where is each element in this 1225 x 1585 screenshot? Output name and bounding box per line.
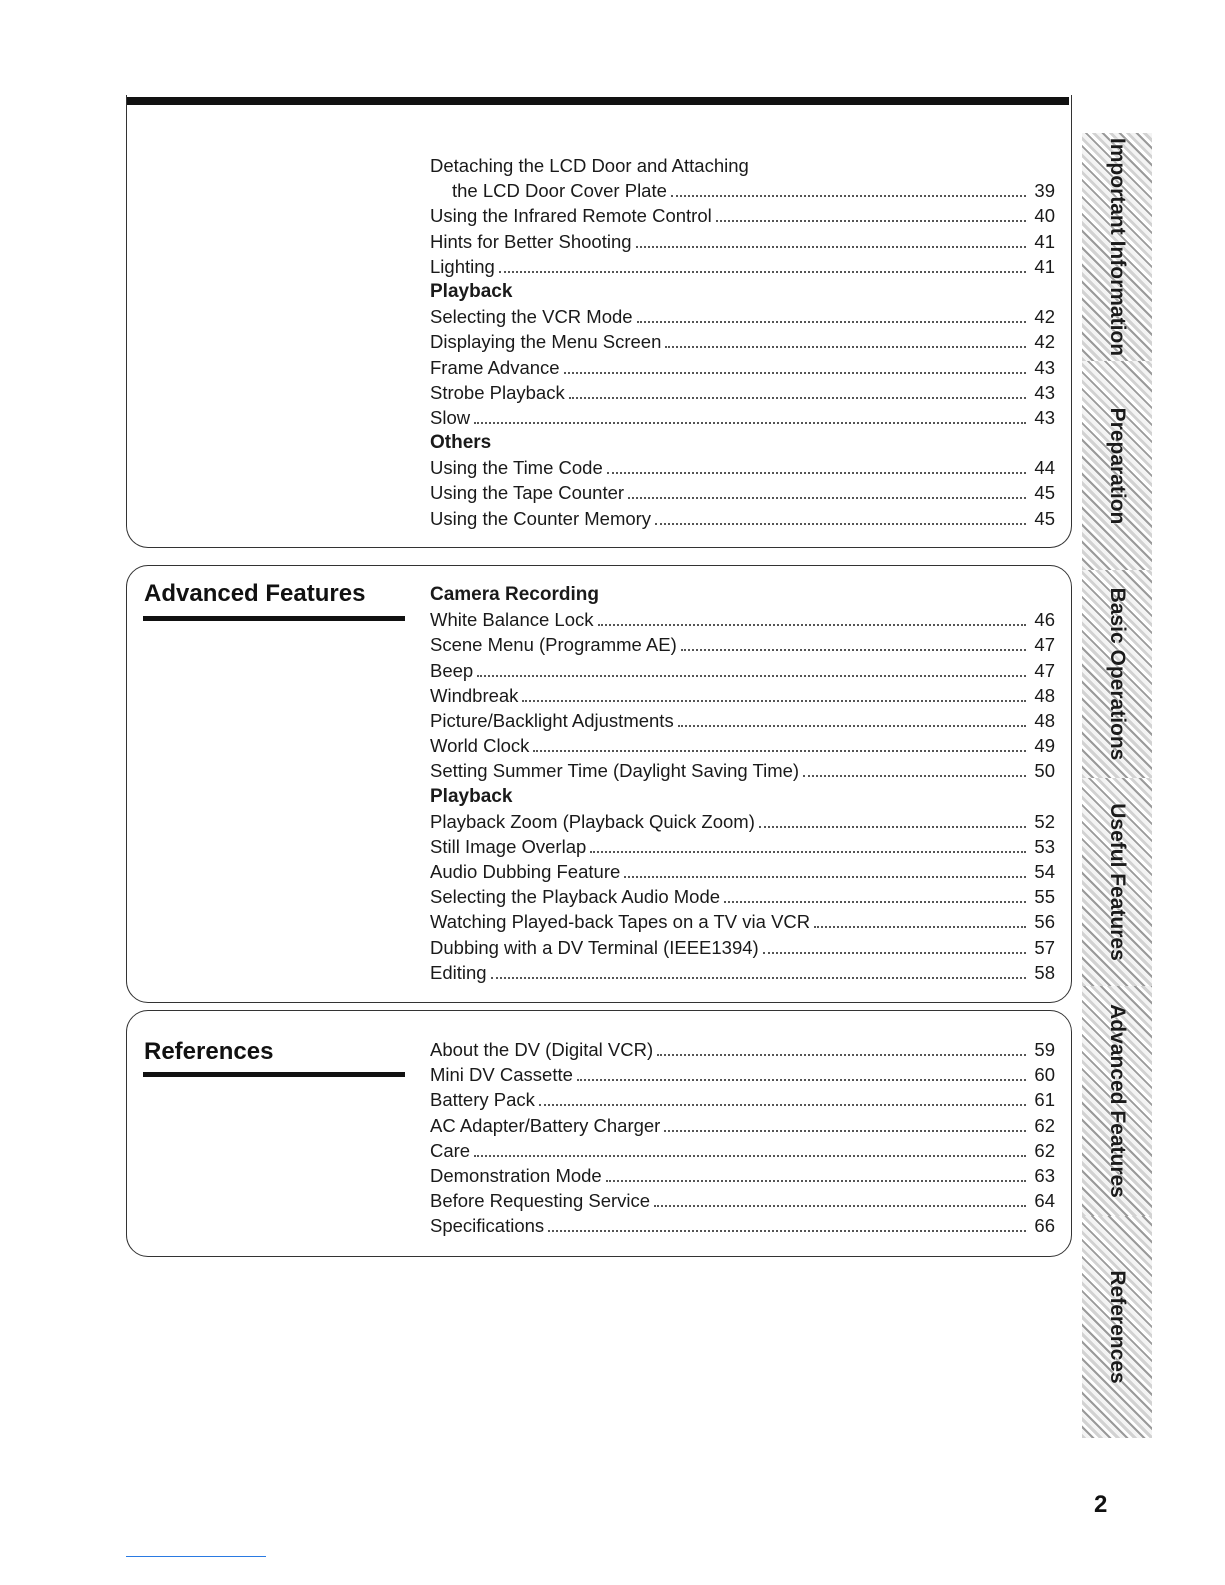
toc-entry-page: 60	[1034, 1064, 1055, 1086]
toc-entry[interactable]	[430, 178, 1055, 203]
dot-leader	[724, 901, 1026, 903]
toc-entry[interactable]	[430, 1188, 1055, 1213]
toc-entry-title: AC Adapter/Battery Charger	[430, 1114, 661, 1136]
toc-entry-page: 43	[1034, 356, 1055, 378]
tab-label: Basic Operations	[1106, 587, 1129, 761]
tab-useful-features[interactable]	[1082, 778, 1152, 986]
dot-leader	[564, 372, 1026, 374]
toc-entry[interactable]	[430, 1062, 1055, 1087]
toc-entry[interactable]	[430, 935, 1055, 960]
toc-entry[interactable]	[430, 1087, 1055, 1112]
toc-entry-page: 66	[1034, 1215, 1055, 1237]
tab-label: Important Information	[1106, 137, 1129, 357]
toc-entry-page: 43	[1034, 406, 1055, 428]
subsection-heading: Playback	[430, 280, 513, 302]
toc-entry-title: Frame Advance	[430, 356, 560, 378]
toc-entry[interactable]	[430, 909, 1055, 934]
toc-entry-title: Using the Infrared Remote Control	[430, 205, 712, 227]
tab-important-information[interactable]	[1082, 133, 1152, 361]
toc-entry-page: 47	[1034, 659, 1055, 681]
toc-entry[interactable]	[430, 708, 1055, 733]
toc-entry-title: Before Requesting Service	[430, 1190, 651, 1212]
toc-entry[interactable]	[430, 1163, 1055, 1188]
toc-entry-title: Strobe Playback	[430, 381, 565, 403]
toc-entry-title: Specifications	[430, 1215, 545, 1237]
dot-leader	[637, 321, 1026, 323]
dot-leader	[716, 220, 1026, 222]
toc-entry[interactable]	[430, 304, 1055, 329]
dot-leader	[664, 1130, 1026, 1132]
toc-entry-page: 41	[1034, 230, 1055, 252]
dot-leader	[671, 195, 1026, 197]
toc-entry-page: 62	[1034, 1139, 1055, 1161]
footer-line	[126, 1556, 266, 1557]
toc-entry-page: 45	[1034, 482, 1055, 504]
toc-entry-page: 40	[1034, 205, 1055, 227]
toc-entry[interactable]	[430, 506, 1055, 531]
subsection-heading: Camera Recording	[430, 584, 599, 605]
toc-entry-title: Audio Dubbing Feature	[430, 861, 621, 883]
subsection-heading: Others	[430, 432, 492, 454]
toc-entry-title: Selecting the VCR Mode	[430, 306, 633, 328]
dot-leader	[522, 700, 1026, 702]
toc-entry[interactable]	[430, 380, 1055, 405]
dot-leader	[499, 271, 1026, 273]
toc-entry-title: Using the Time Code	[430, 457, 603, 479]
toc-entry-title: Lighting	[430, 255, 495, 277]
toc-entry[interactable]	[430, 329, 1055, 354]
toc-entry-title: Slow	[430, 406, 471, 428]
toc-entry-page: 58	[1034, 961, 1055, 983]
tab-references[interactable]	[1082, 1216, 1152, 1438]
toc-entry-title: Using the Tape Counter	[430, 482, 625, 504]
toc-entry-title: Care	[430, 1139, 471, 1161]
toc-entry[interactable]	[430, 607, 1055, 632]
toc-list-continued	[430, 153, 1055, 531]
toc-entry[interactable]	[430, 960, 1055, 985]
toc-entry-title: Setting Summer Time (Daylight Saving Time)	[430, 760, 800, 782]
dot-leader	[474, 1155, 1026, 1157]
toc-entry-title: Picture/Backlight Adjustments	[430, 709, 674, 731]
toc-entry-page: 49	[1034, 735, 1055, 757]
toc-entry-title: Scene Menu (Programme AE)	[430, 634, 677, 656]
toc-entry-page: 56	[1034, 911, 1055, 933]
dot-leader	[814, 926, 1026, 928]
tab-label: Preparation	[1106, 407, 1129, 524]
tab-label: Useful Features	[1106, 803, 1129, 961]
toc-entry[interactable]	[430, 480, 1055, 505]
toc-entry-title: Playback Zoom (Playback Quick Zoom)	[430, 810, 755, 832]
dot-leader	[606, 1180, 1026, 1182]
toc-entry-page: 61	[1034, 1089, 1055, 1111]
toc-entry-title: Windbreak	[430, 684, 519, 706]
section-title-advanced-features: Advanced Features	[144, 580, 366, 607]
toc-entry-page: 47	[1034, 634, 1055, 656]
toc-entry-page: 63	[1034, 1164, 1055, 1186]
toc-entry-title: Displaying the Menu Screen	[430, 331, 662, 353]
toc-entry[interactable]	[430, 834, 1055, 859]
toc-entry-title: Dubbing with a DV Terminal (IEEE1394)	[430, 936, 759, 958]
toc-entry-page: 62	[1034, 1114, 1055, 1136]
dot-leader	[477, 675, 1026, 677]
tab-advanced-features[interactable]	[1082, 986, 1152, 1216]
toc-entry-title: Hints for Better Shooting	[430, 230, 632, 252]
toc-entry[interactable]	[430, 229, 1055, 254]
toc-entry-title: White Balance Lock	[430, 609, 594, 631]
dot-leader	[577, 1079, 1026, 1081]
toc-entry-page: 64	[1034, 1190, 1055, 1212]
toc-entry-page: 42	[1034, 306, 1055, 328]
dot-leader	[654, 1205, 1026, 1207]
toc-entry[interactable]	[430, 1037, 1055, 1062]
toc-entry[interactable]	[430, 355, 1055, 380]
toc-entry-title: Editing	[430, 961, 487, 983]
chapter-tabs	[1082, 133, 1152, 1438]
toc-entry-page: 46	[1034, 609, 1055, 631]
section-title-references: References	[144, 1038, 274, 1065]
toc-entry-title: Battery Pack	[430, 1089, 535, 1111]
toc-entry-page: 42	[1034, 331, 1055, 353]
subsection-heading: Playback	[430, 785, 513, 807]
toc-entry[interactable]	[430, 405, 1055, 430]
toc-entry-page: 54	[1034, 861, 1055, 883]
toc-entry-page: 39	[1034, 180, 1055, 202]
dot-leader	[665, 346, 1026, 348]
toc-entry-page: 50	[1034, 760, 1055, 782]
dot-leader	[491, 977, 1026, 979]
toc-entry-page: 57	[1034, 936, 1055, 958]
toc-entry-page: 55	[1034, 886, 1055, 908]
toc-entry-title: Selecting the Playback Audio Mode	[430, 886, 721, 908]
toc-entry[interactable]	[430, 683, 1055, 708]
toc-entry-title: Mini DV Cassette	[430, 1064, 573, 1086]
section-title-underline	[143, 1072, 405, 1077]
toc-entry[interactable]	[430, 455, 1055, 480]
dot-leader	[474, 422, 1026, 424]
toc-entry[interactable]	[430, 809, 1055, 834]
dot-leader	[590, 851, 1026, 853]
toc-entry-page: 43	[1034, 381, 1055, 403]
dot-leader	[539, 1104, 1026, 1106]
dot-leader	[681, 649, 1026, 651]
dot-leader	[624, 876, 1026, 878]
dot-leader	[533, 750, 1026, 752]
toc-entry-title: Using the Counter Memory	[430, 507, 652, 529]
toc-entry-page: 59	[1034, 1039, 1055, 1060]
toc-entry[interactable]	[430, 632, 1055, 657]
toc-entry[interactable]	[430, 658, 1055, 683]
toc-entry-page: 45	[1034, 507, 1055, 529]
dot-leader	[598, 624, 1026, 626]
dot-leader	[759, 826, 1026, 828]
dot-leader	[803, 775, 1026, 777]
tab-basic-operations[interactable]	[1082, 570, 1152, 778]
toc-list-advanced-features	[430, 582, 1055, 985]
toc-entry-page: 41	[1034, 255, 1055, 277]
toc-entry[interactable]	[430, 254, 1055, 279]
toc-entry[interactable]	[430, 1213, 1055, 1238]
toc-entry-title: Still Image Overlap	[430, 835, 587, 857]
toc-entry-title: Beep	[430, 659, 474, 681]
toc-entry-page: 52	[1034, 810, 1055, 832]
dot-leader	[636, 246, 1026, 248]
toc-entry-text: Detaching the LCD Door and Attaching	[430, 155, 749, 176]
dot-leader	[763, 952, 1026, 954]
toc-entry-title: the LCD Door Cover Plate	[452, 180, 667, 202]
dot-leader	[657, 1054, 1026, 1056]
toc-entry-page: 48	[1034, 684, 1055, 706]
dot-leader	[678, 725, 1026, 727]
toc-entry-page: 53	[1034, 835, 1055, 857]
toc-entry[interactable]	[430, 859, 1055, 884]
toc-list-references	[430, 1037, 1055, 1239]
toc-entry-title: Watching Played-back Tapes on a TV via VCR	[430, 911, 811, 933]
dot-leader	[607, 472, 1026, 474]
toc-entry[interactable]	[430, 1113, 1055, 1138]
toc-entry[interactable]	[430, 1138, 1055, 1163]
toc-entry-title: About the DV (Digital VCR)	[430, 1039, 654, 1060]
page-number: 2	[1094, 1491, 1108, 1518]
dot-leader	[548, 1230, 1026, 1232]
toc-entry-title: Demonstration Mode	[430, 1164, 602, 1186]
toc-entry[interactable]	[430, 733, 1055, 758]
section-title-underline	[143, 616, 405, 621]
tab-preparation[interactable]	[1082, 361, 1152, 570]
toc-entry-page: 44	[1034, 457, 1055, 479]
dot-leader	[628, 497, 1026, 499]
toc-entry[interactable]	[430, 884, 1055, 909]
dot-leader	[569, 397, 1026, 399]
tab-label: Advanced Features	[1106, 1004, 1129, 1198]
toc-entry-page: 48	[1034, 709, 1055, 731]
toc-entry[interactable]	[430, 203, 1055, 228]
dot-leader	[655, 523, 1026, 525]
toc-entry[interactable]	[430, 758, 1055, 783]
toc-entry-title: World Clock	[430, 735, 530, 757]
tab-label: References	[1106, 1270, 1129, 1384]
